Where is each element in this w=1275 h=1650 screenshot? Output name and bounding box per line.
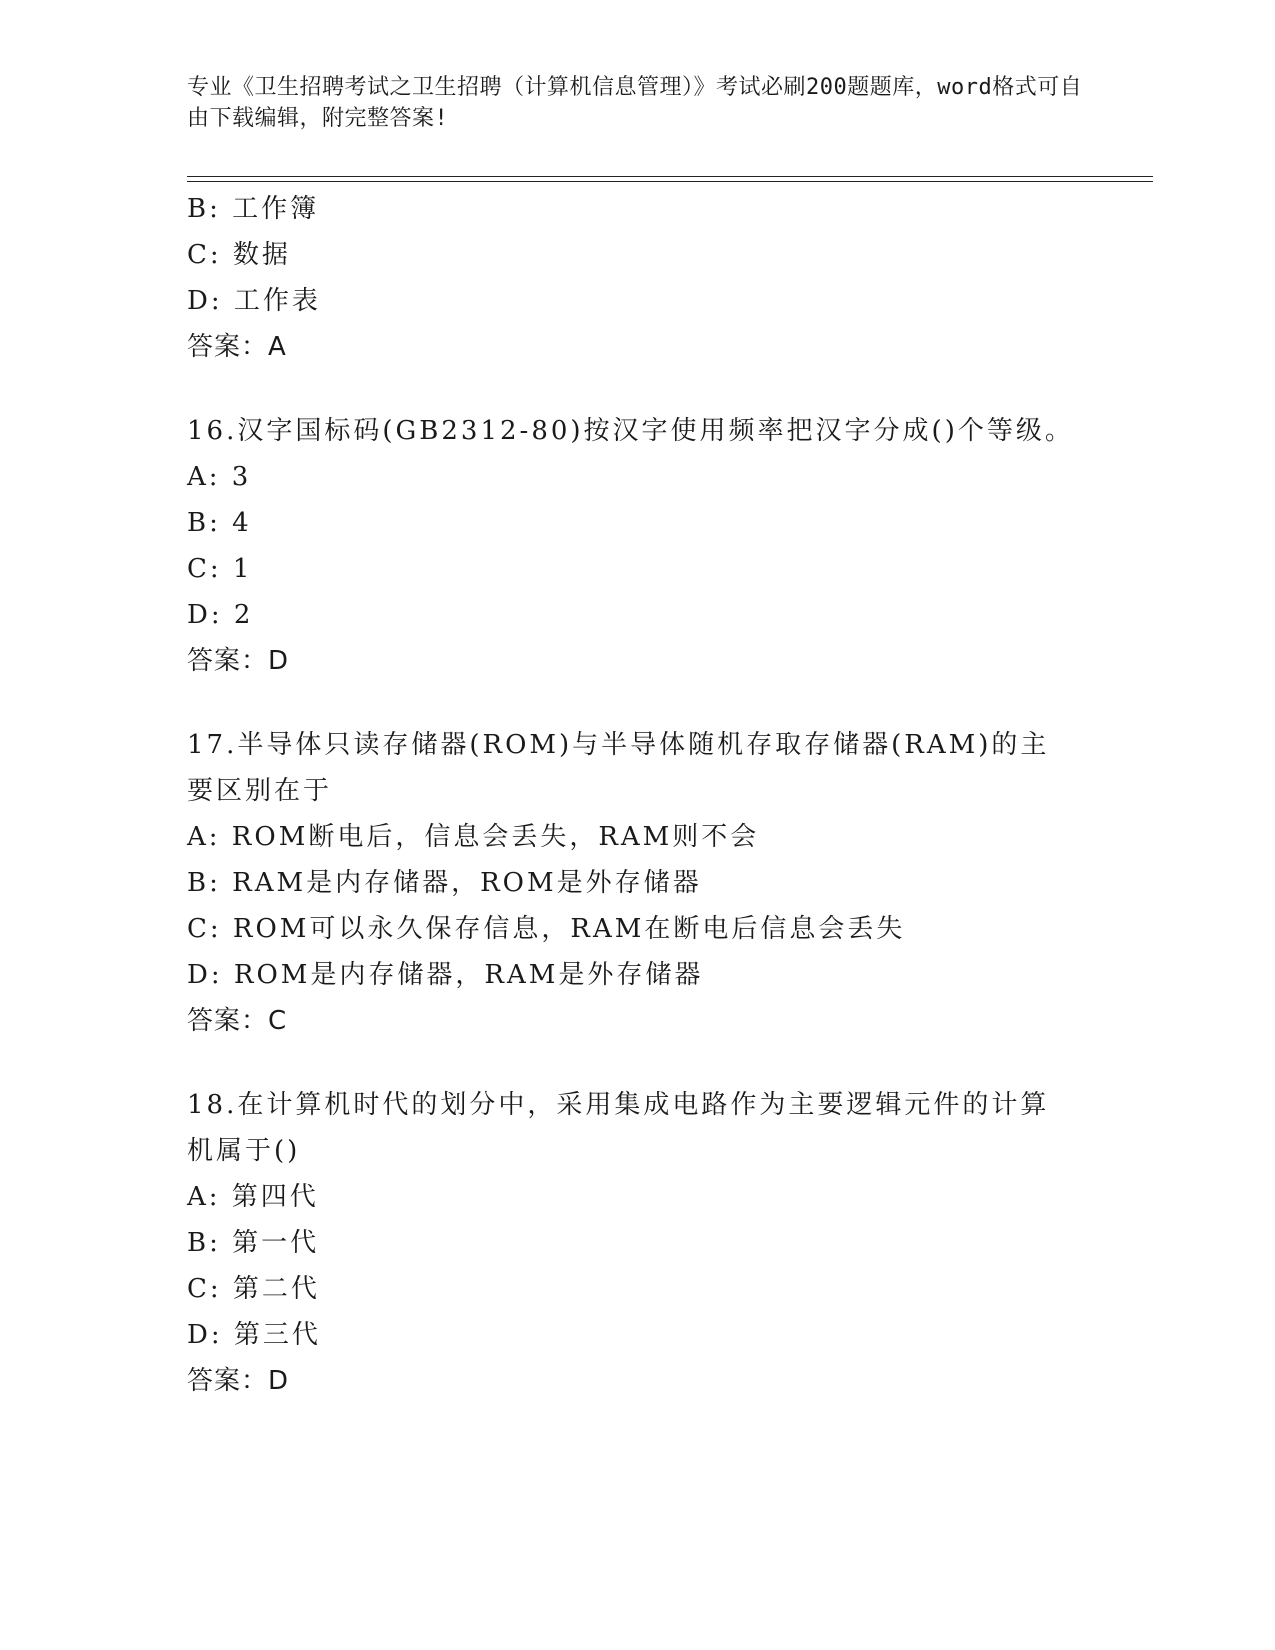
option-a: A: 第四代	[187, 1182, 319, 1212]
option-b: B: 第一代	[187, 1228, 320, 1258]
option-c: C: 数据	[187, 240, 291, 270]
spacer	[187, 1044, 1087, 1082]
question-stem: 17.半导体只读存储器(ROM)与半导体随机存取存储器(RAM)的主要区别在于	[187, 730, 1050, 806]
option-d: D: 工作表	[187, 286, 321, 316]
option-b: B: RAM是内存储器，ROM是外存储器	[187, 868, 702, 898]
option-d: D: 2	[187, 600, 254, 630]
option-c: C: ROM可以永久保存信息，RAM在断电后信息会丢失	[187, 914, 906, 944]
question-17	[187, 722, 1087, 1044]
spacer	[187, 684, 1087, 722]
question-stem: 18.在计算机时代的划分中，采用集成电路作为主要逻辑元件的计算机属于()	[187, 1090, 1050, 1166]
question-stem: 16.汉字国标码(GB2312-80)按汉字使用频率把汉字分成()个等级。	[187, 416, 1074, 446]
option-b: B: 4	[187, 508, 252, 538]
answer-line: 答案：D	[187, 1366, 290, 1396]
answer-line: 答案：C	[187, 1006, 288, 1036]
option-d: D: 第三代	[187, 1320, 321, 1350]
option-c: C: 第二代	[187, 1274, 320, 1304]
answer-line: 答案：D	[187, 646, 290, 676]
document-header-title: 专业《卫生招聘考试之卫生招聘（计算机信息管理）》考试必刷200题题库，word格式可自由下载编辑，附完整答案!	[187, 75, 1083, 131]
document-content	[187, 186, 1087, 1404]
option-a: A: ROM断电后，信息会丢失，RAM则不会	[187, 822, 760, 852]
question-18	[187, 1082, 1087, 1404]
option-d: D: ROM是内存储器，RAM是外存储器	[187, 960, 704, 990]
option-b: B: 工作簿	[187, 194, 320, 224]
option-a: A: 3	[187, 462, 252, 492]
option-c: C: 1	[187, 554, 253, 584]
answer-line: 答案：A	[187, 332, 287, 362]
question-16	[187, 408, 1087, 684]
spacer	[187, 370, 1087, 408]
header-divider	[187, 176, 1153, 182]
